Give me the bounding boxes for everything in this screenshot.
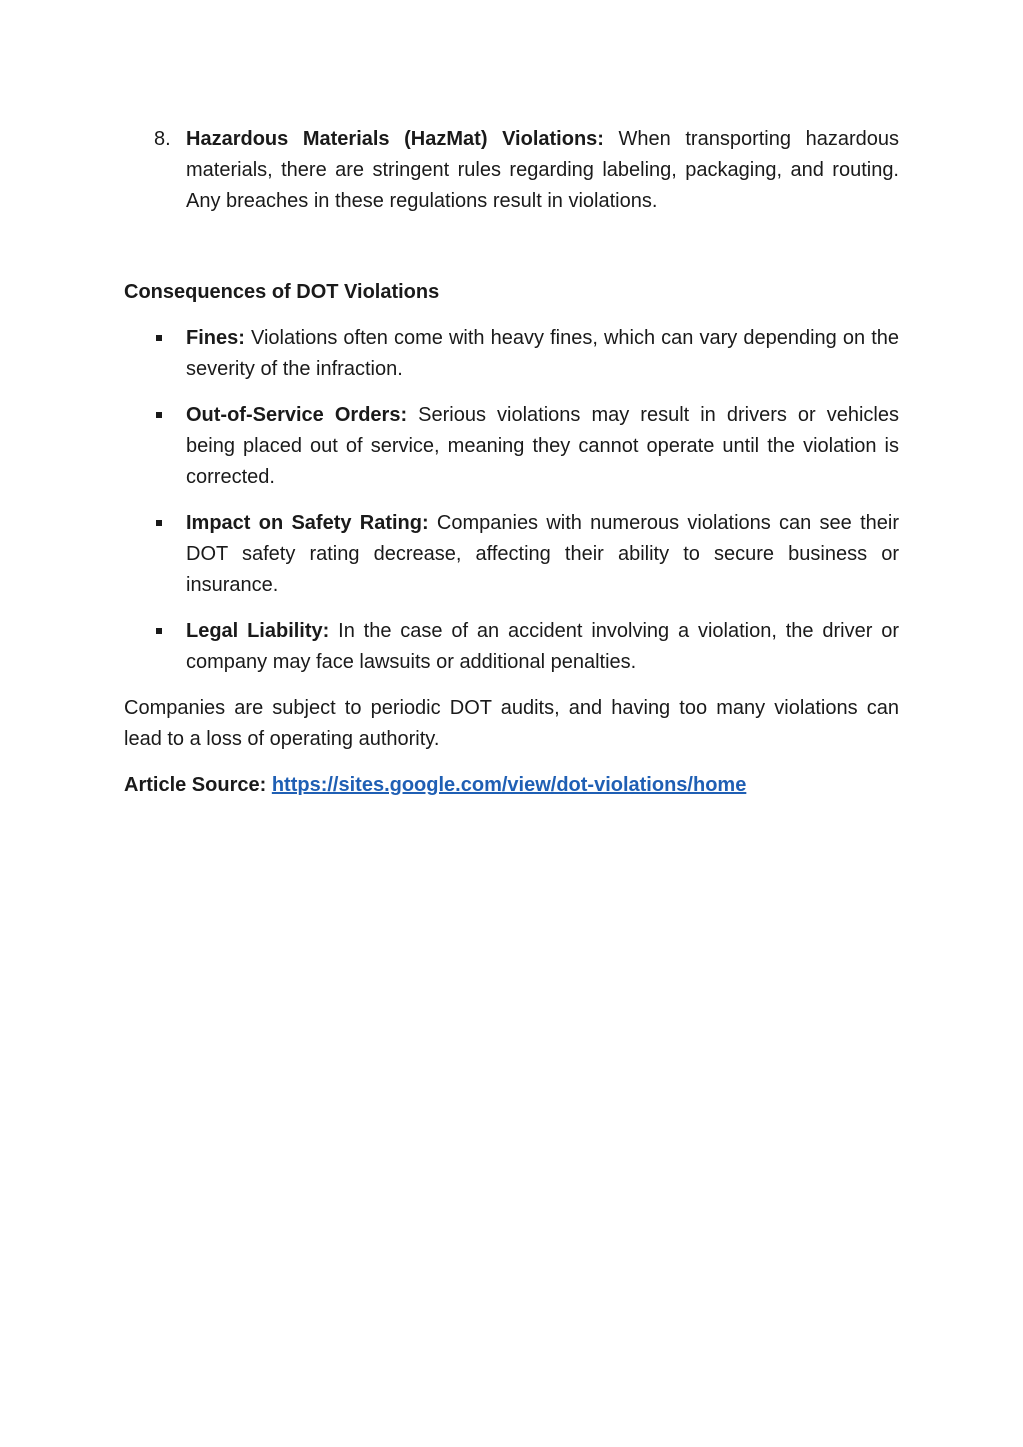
list-item-title: Legal Liability:	[186, 620, 330, 642]
list-item-out-of-service	[124, 400, 899, 493]
bullet-icon	[156, 412, 162, 418]
item-number: 8.	[154, 128, 171, 150]
list-item-fines	[124, 323, 899, 385]
source-link[interactable]: https://sites.google.com/view/dot-violations/home	[271, 774, 747, 796]
bullet-icon	[156, 335, 162, 341]
source-label: Article Source:	[124, 774, 267, 796]
bullet-icon	[156, 520, 162, 526]
document-page	[124, 124, 899, 801]
bullet-icon	[156, 628, 162, 634]
list-item-text: In the case of an accident involving a violation, the driver or company may face lawsuits or additional penalties.	[186, 620, 899, 673]
list-item-title: Out-of-Service Orders:	[186, 404, 408, 426]
consequences-list	[124, 323, 899, 678]
numbered-item-hazmat	[124, 124, 899, 217]
list-item-text: Companies with numerous violations can see their DOT safety rating decrease, affecting their ability to secure business or insurance.	[186, 512, 899, 596]
list-item-title: Impact on Safety Rating:	[186, 512, 429, 534]
list-item-title: Fines:	[186, 327, 245, 349]
article-source	[124, 770, 899, 801]
list-item-safety-rating	[124, 508, 899, 601]
list-item-text: Violations often come with heavy fines, which can vary depending on the severity of the infraction.	[186, 327, 899, 380]
closing-paragraph: Companies are subject to periodic DOT audits, and having too many violations can lead to a loss of operating authority.	[124, 697, 899, 750]
section-heading: Consequences of DOT Violations	[124, 281, 440, 303]
list-item-text: Serious violations may result in drivers or vehicles being placed out of service, meaning they cannot operate until the violation is corrected.	[186, 404, 900, 488]
list-item-legal-liability	[124, 616, 899, 678]
item-text: When transporting hazardous materials, there are stringent rules regarding labeling, packaging, and routing. Any breaches in these regulations result in violations.	[186, 128, 899, 212]
item-title: Hazardous Materials (HazMat) Violations:	[186, 128, 604, 150]
